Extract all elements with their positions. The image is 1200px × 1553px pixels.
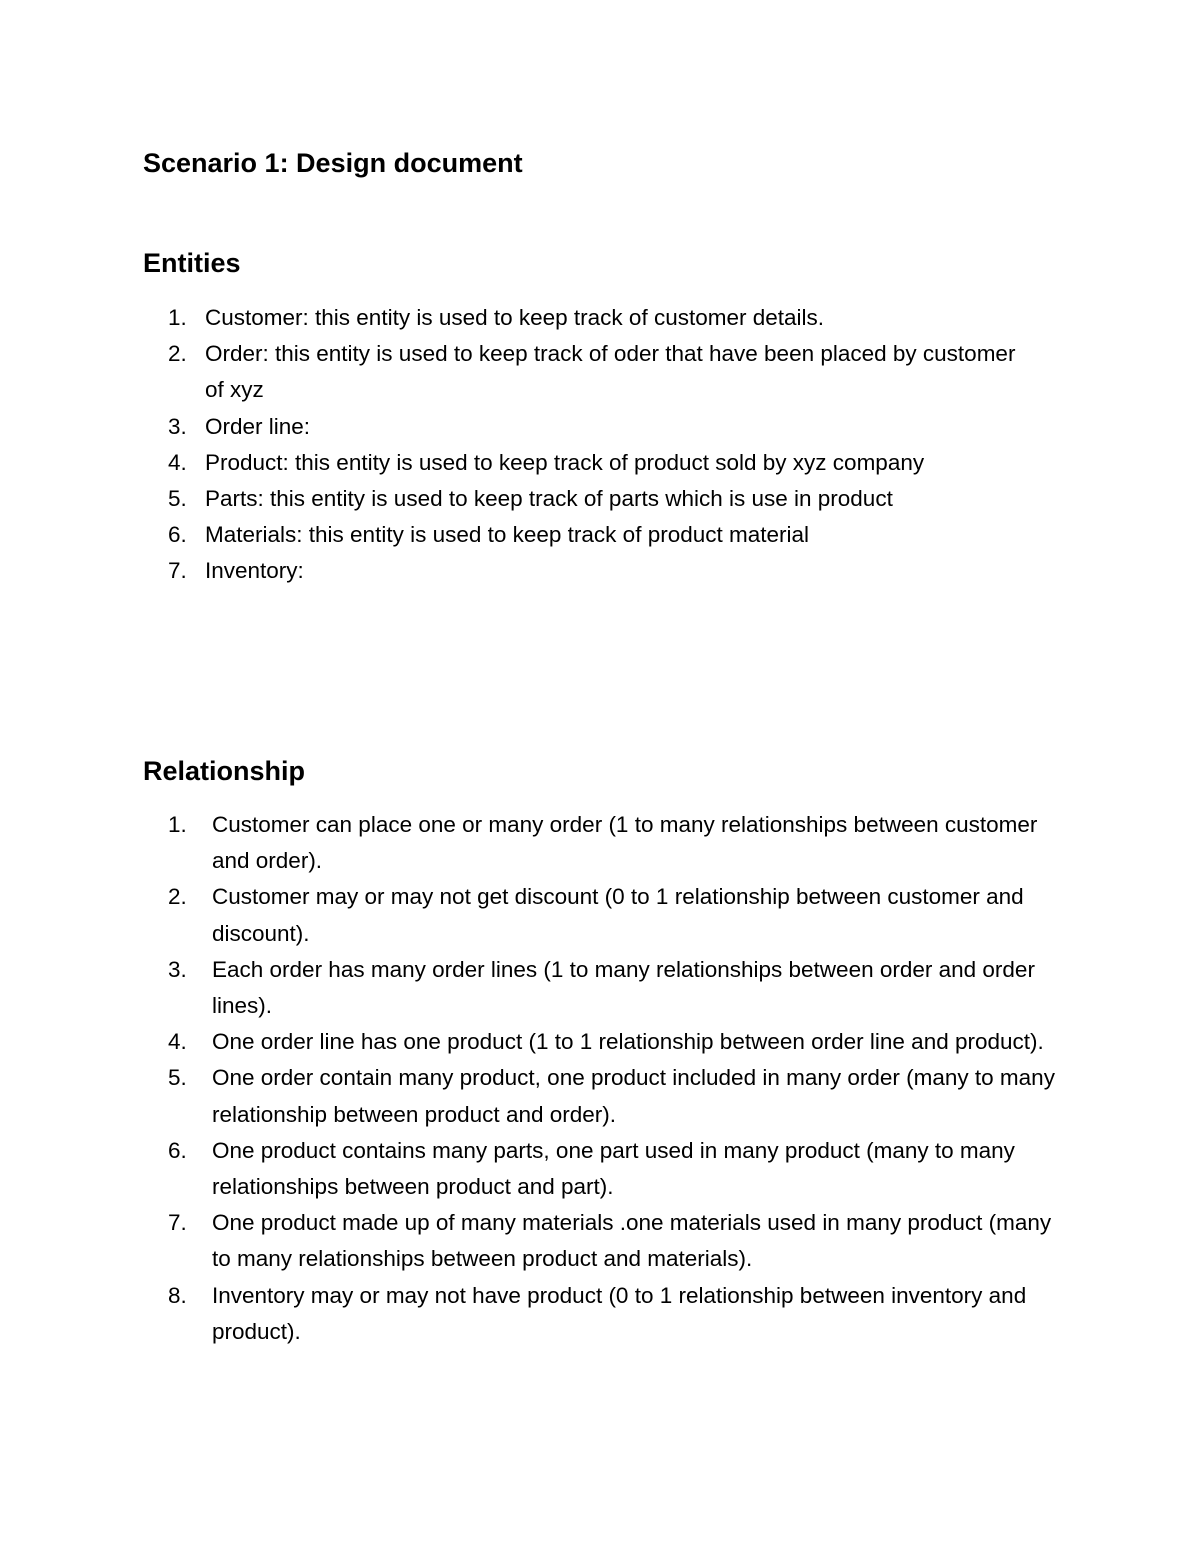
list-item	[168, 952, 1048, 1024]
list-item	[168, 879, 1048, 951]
list-item-text: Customer can place one or many order (1 to many relationships between customer and order).	[212, 812, 1038, 874]
list-item-number: 6.	[168, 522, 187, 548]
list-item-text: Parts: this entity is used to keep track of parts which is use in product	[205, 486, 893, 512]
list-item-number: 5.	[168, 486, 187, 512]
list-item-number: 4.	[168, 449, 187, 475]
list-item-text: Inventory may or may not have product (0 to 1 relationship between inventory and product).	[212, 1282, 1027, 1344]
list-item-number: 3.	[168, 956, 187, 982]
list-item-text: One product contains many parts, one part used in many product (many to many relationships between product and part).	[212, 1137, 1015, 1200]
document-title: Scenario 1: Design document	[143, 148, 523, 178]
list-item-text: Customer: this entity is used to keep track of customer details.	[205, 305, 825, 330]
list-item-number: 7.	[168, 558, 187, 584]
list-item-number: 6.	[168, 1137, 187, 1163]
list-item-text: One order contain many product, one product included in many order (many to many relationship between product and order).	[212, 1065, 1055, 1127]
list-item	[168, 1024, 1048, 1060]
list-item-text: One order line has one product (1 to 1 relationship between order line and product).	[212, 1029, 1044, 1055]
list-item	[168, 1205, 1052, 1277]
list-item-number: 4.	[168, 1029, 187, 1055]
list-item-number: 3.	[168, 413, 187, 439]
list-item-number: 5.	[168, 1065, 187, 1091]
list-item-number: 8.	[168, 1282, 187, 1308]
list-item-text: One product made up of many materials .one materials used in many product (many to many relationships between product and materials).	[212, 1210, 1052, 1272]
list-item-text: Inventory:	[205, 558, 304, 584]
list-item-text: Order: this entity is used to keep track of oder that have been placed by customer of xyz	[205, 341, 1016, 403]
list-item-text: Customer may or may not get discount (0 to 1 relationship between customer and discount).	[212, 884, 1024, 946]
list-item	[168, 409, 1048, 445]
list-item-text: Each order has many order lines (1 to many relationships between order and order lines).	[212, 956, 1035, 1019]
list-item	[168, 517, 1048, 553]
relationship-list	[168, 807, 1055, 1350]
list-item-text: Order line:	[205, 413, 311, 439]
list-item	[168, 553, 1048, 589]
entities-list	[168, 300, 1048, 590]
list-item	[168, 445, 1048, 481]
list-item	[168, 1278, 1048, 1350]
entities-heading: Entities	[143, 248, 241, 278]
list-item-text: Materials: this entity is used to keep track of product material	[205, 522, 810, 548]
relationship-heading: Relationship	[143, 756, 306, 786]
list-item-number: 1.	[168, 812, 187, 837]
list-item	[168, 300, 1048, 336]
list-item	[168, 1133, 1048, 1205]
list-item-number: 7.	[168, 1210, 187, 1236]
list-item-number: 1.	[168, 305, 187, 330]
list-item-number: 2.	[168, 341, 187, 367]
list-item	[168, 481, 1048, 517]
list-item-text: Product: this entity is used to keep track of product sold by xyz company	[205, 449, 925, 475]
list-item	[168, 1060, 1055, 1132]
list-item	[168, 807, 1048, 879]
list-item-number: 2.	[168, 884, 187, 910]
list-item	[168, 336, 1048, 408]
